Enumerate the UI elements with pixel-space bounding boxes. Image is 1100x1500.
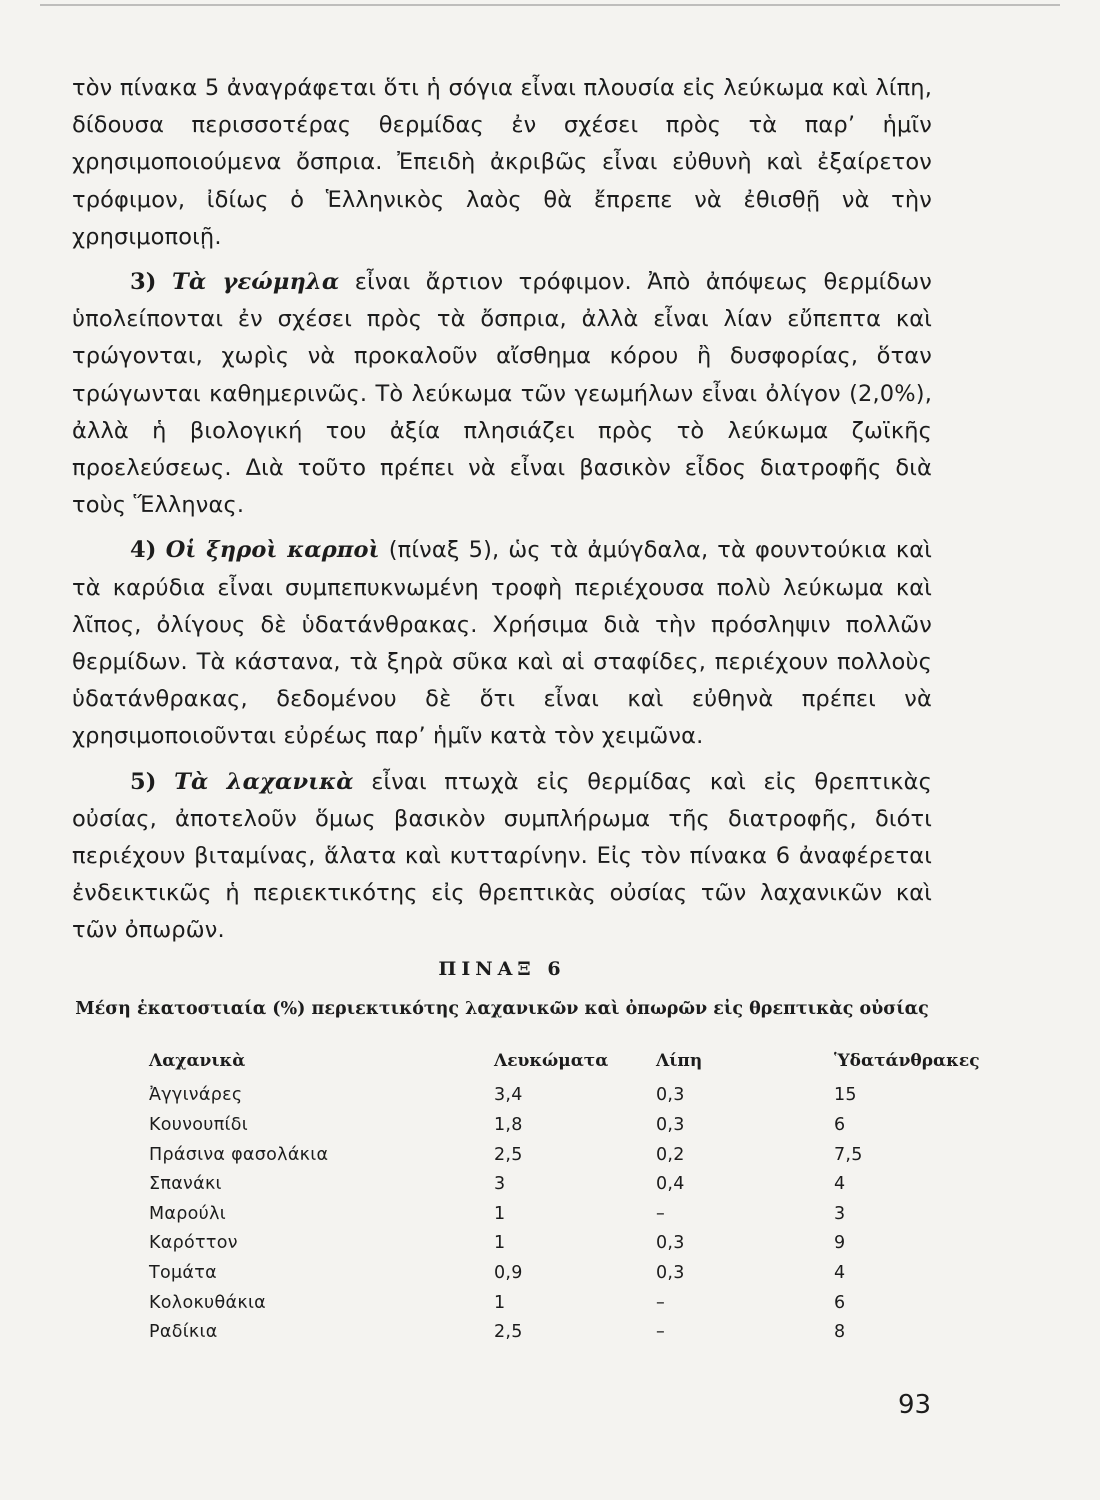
cell-fats: 0,3 [656,1233,685,1254]
paragraph-potatoes [72,264,932,524]
page-top-edge [40,4,1060,6]
cell-vegetable: Πράσινα φασολάκια [149,1144,329,1165]
cell-vegetable: Ραδίκια [149,1322,218,1343]
item-text: εἶναι πτωχὰ εἰς θερμίδας καὶ εἰς θρεπτικὰς οὐσίας, ἀποτελοῦν ὅμως βασικὸν συμπλήρωμα τῆς διατροφῆς, διότι περιέχουν βιταμίνας, ἅλατα καὶ κυτταρίνην. Εἰς τὸν πίνακα 6 ἀναφέρεται ἐνδεικτικῶς ἡ περιεκτικότης εἰς θρεπτικὰς οὐσίας τῶν λαχανικῶν καὶ τῶν ὀπωρῶν. [72,768,932,944]
table-header-row [149,1051,980,1081]
table-row [149,1288,980,1318]
column-header-vegetables: Λαχανικὰ [149,1050,246,1071]
cell-fats: 0,2 [656,1144,685,1165]
cell-vegetable: Σπανάκι [149,1174,222,1195]
item-number: 3) [130,269,157,296]
cell-fats: 0,3 [656,1263,685,1284]
cell-proteins: 3,4 [494,1085,523,1106]
cell-carbohydrates: 9 [834,1233,846,1254]
cell-carbohydrates: 4 [834,1263,846,1284]
item-text: εἶναι ἄρτιον τρόφιμον. Ἀπὸ ἀπόψεως θερμίδων ὑπολείπονται ἐν σχέσει πρὸς τὰ ὄσπρια, ἀλλὰ εἶναι λίαν εὔπεπτα καὶ τρώγονται, χωρὶς νὰ προκαλοῦν αἴσθημα κόρου ἢ δυσφορίας, ὅταν τρώγωνται καθημερινῶς. Τὸ λεύκωμα τῶν γεωμήλων εἶναι ὀλίγον (2,0%), ἀλλὰ ἡ βιολογική του ἀξία πλησιάζει πρὸς τὸ λεύκωμα ζωϊκῆς προελεύσεως. Διὰ τοῦτο πρέπει νὰ εἶναι βασικὸν εἶδος διατροφῆς διὰ τοὺς Ἕλληνας. [72,269,932,519]
nutrition-table [149,1051,980,1347]
item-text: (πίναξ 5), ὡς τὰ ἀμύγδαλα, τὰ φουντούκια καὶ τὰ καρύδια εἶναι συμπεπυκνωμένη τροφὴ περιέχουσα πολὺ λεύκωμα καὶ λῖπος, ὀλίγους δὲ ὑδατάνθρακας. Χρήσιμα διὰ τὴν πρόσληψιν πολλῶν θερμίδων. Τὰ κάστανα, τὰ ξηρὰ σῦκα καὶ αἱ σταφίδες, περιέχουν πολλοὺς ὑδατάνθρακας, δεδομένου δὲ ὅτι εἶναι καὶ εὐθηνὰ πρέπει νὰ χρησιμοποιοῦνται εὐρέως παρ’ ἡμῖν κατὰ τὸν χειμῶνα. [72,537,933,750]
cell-carbohydrates: 7,5 [834,1144,863,1165]
cell-vegetable: Κουνουπίδι [149,1115,249,1136]
cell-proteins: 2,5 [494,1144,523,1165]
table-row [149,1199,980,1229]
cell-fats: – [656,1322,666,1343]
paragraph-vegetables [72,764,932,950]
cell-proteins: 3 [494,1174,506,1195]
table-row [149,1258,980,1288]
cell-carbohydrates: 3 [834,1203,846,1224]
cell-vegetable: Τομάτα [149,1263,217,1284]
cell-carbohydrates: 8 [834,1322,846,1343]
cell-fats: 0,4 [656,1174,685,1195]
cell-carbohydrates: 4 [834,1174,846,1195]
cell-proteins: 1 [494,1203,506,1224]
table-title: ΠΙΝΑΞ 6 [438,957,566,980]
item-number: 4) [130,537,157,564]
cell-proteins: 1 [494,1233,506,1254]
cell-fats: 0,3 [656,1115,685,1136]
cell-carbohydrates: 6 [834,1292,846,1313]
cell-proteins: 1 [494,1292,506,1313]
column-header-carbohydrates: Ὑδατάνθρακες [834,1050,980,1071]
cell-fats: – [656,1203,666,1224]
page-number: 93 [898,1390,932,1420]
table-row [149,1229,980,1259]
item-keyword: Οἱ ξηροὶ καρποὶ [165,537,380,564]
cell-proteins: 1,8 [494,1115,523,1136]
item-keyword: Τὰ λαχανικὰ [174,768,354,795]
cell-proteins: 0,9 [494,1263,523,1284]
page-body [72,70,980,1347]
cell-carbohydrates: 6 [834,1115,846,1136]
cell-vegetable: Ἀγγινάρες [149,1085,243,1106]
paragraph-nuts [72,532,932,755]
table-row [149,1081,980,1111]
table-row [149,1169,980,1199]
cell-vegetable: Μαρούλι [149,1203,226,1224]
paragraph-soy: τὸν πίνακα 5 ἀναγράφεται ὅτι ἡ σόγια εἶναι πλουσία εἰς λεύκωμα καὶ λίπη, δίδουσα περισσοτέρας θερμίδας ἐν σχέσει πρὸς τὰ παρ’ ἡμῖν χρησιμοποιούμενα ὄσπρια. Ἐπειδὴ ἀκριβῶς εἶναι εὐθυνὴ καὶ ἐξαίρετον τρόφιμον, ἰδίως ὁ Ἑλληνικὸς λαὸς θὰ ἔπρεπε νὰ ἐθισθῇ νὰ τὴν χρησιμοποιῇ. [72,75,932,250]
table-row [149,1110,980,1140]
cell-fats: – [656,1292,666,1313]
item-number: 5) [130,768,157,795]
cell-vegetable: Καρόττον [149,1233,238,1254]
table-row [149,1140,980,1170]
table-caption: Μέση ἑκατοστιαία (%) περιεκτικότης λαχανικῶν καὶ ὀπωρῶν εἰς θρεπτικὰς οὐσίας [75,998,929,1019]
cell-carbohydrates: 15 [834,1085,857,1106]
item-keyword: Τὰ γεώμηλα [172,269,340,296]
cell-vegetable: Κολοκυθάκια [149,1292,266,1313]
cell-fats: 0,3 [656,1085,685,1106]
cell-proteins: 2,5 [494,1322,523,1343]
column-header-proteins: Λευκώματα [494,1050,609,1071]
column-header-fats: Λίπη [656,1050,703,1071]
table-row [149,1317,980,1347]
